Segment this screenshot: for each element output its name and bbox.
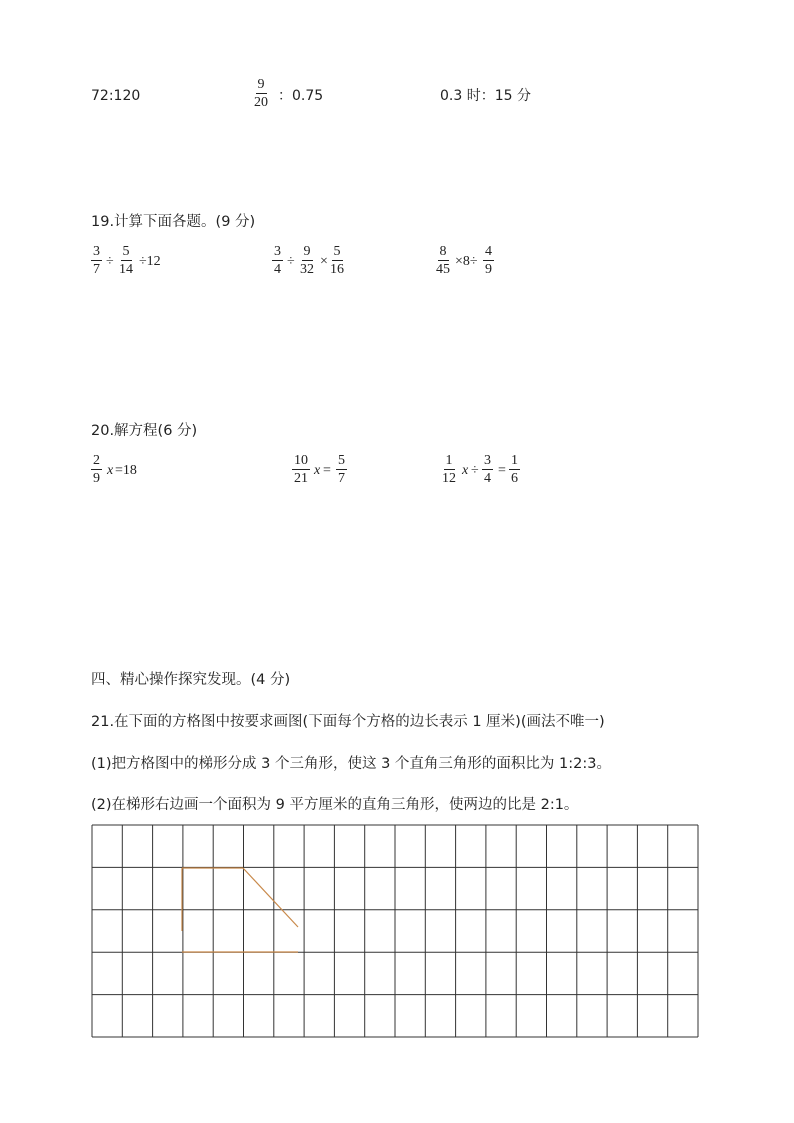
fraction [91,244,102,277]
operator: ×8÷ [455,254,478,269]
fraction-numerator: 5 [338,453,345,468]
fraction [336,453,347,486]
fraction-denominator: 21 [294,471,308,486]
section-4-title: 四、精心操作探究发现。(4 分) [91,672,291,688]
ratio-item-2-rest: ：0.75 [278,88,324,104]
operator: ÷12 [139,254,161,269]
fraction-numerator: 9 [303,244,311,259]
equation-rest: =18 [115,463,137,478]
trapezoid-slanted-edge [243,868,298,927]
fraction-numerator: 8 [439,244,447,259]
fraction [509,453,520,486]
fraction [483,244,494,277]
fraction-denominator: 20 [254,95,268,110]
fraction-denominator: 16 [330,262,344,277]
fraction-denominator: 32 [300,262,314,277]
fraction-numerator: 2 [93,453,100,468]
fraction [440,453,458,486]
ratio-item-1: 72:120 [91,88,141,104]
fraction-numerator: 4 [485,244,492,259]
fraction-numerator: 10 [294,453,308,468]
fraction-denominator: 7 [93,262,100,277]
operator: ÷ [471,463,479,478]
fraction-denominator: 7 [338,471,345,486]
square-grid[interactable] [91,824,699,1038]
fraction [292,453,310,486]
q20-title: 20.解方程(6 分) [91,423,198,439]
fraction-numerator: 5 [333,244,341,259]
fraction-denominator: 14 [119,262,133,277]
fraction-denominator: 9 [485,262,492,277]
fraction-denominator: 12 [442,471,456,486]
fraction-denominator: 4 [484,471,491,486]
variable: x [107,463,114,478]
fraction [91,453,102,486]
fraction-numerator: 3 [274,244,281,259]
fraction-denominator: 9 [93,471,100,486]
fraction-numerator: 1 [445,453,453,468]
equals-sign: = [323,463,331,478]
operator: ÷ [287,254,295,269]
fraction [482,453,493,486]
variable: x [462,463,469,478]
fraction [117,244,135,277]
fraction-numerator: 1 [511,453,518,468]
fraction-numerator: 3 [484,453,491,468]
fraction [272,244,283,277]
ratio-item-2-fraction [252,77,270,110]
q19-title: 19.计算下面各题。(9 分) [91,214,256,230]
fraction-numerator: 9 [257,77,265,92]
ratio-item-3: 0.3 时：15 分 [440,88,531,104]
operator: ÷ [106,254,114,269]
operator: × [320,254,328,269]
fraction-denominator: 4 [274,262,281,277]
fraction-numerator: 3 [93,244,100,259]
fraction-denominator: 45 [436,262,450,277]
q21-part-1: (1)把方格图中的梯形分成 3 个三角形，使这 3 个直角三角形的面积比为 1:2:3。 [91,756,611,772]
q21-instruction: 21.在下面的方格图中按要求画图(下面每个方格的边长表示 1 厘米)(画法不唯一) [91,714,605,730]
fraction-numerator: 5 [122,244,130,259]
fraction [434,244,452,277]
variable: x [314,463,321,478]
equals-sign: = [498,463,506,478]
fraction [298,244,316,277]
fraction [328,244,346,277]
q21-part-2: (2)在梯形右边画一个面积为 9 平方厘米的直角三角形，使两边的比是 2:1。 [91,797,579,813]
fraction-denominator: 6 [511,471,518,486]
